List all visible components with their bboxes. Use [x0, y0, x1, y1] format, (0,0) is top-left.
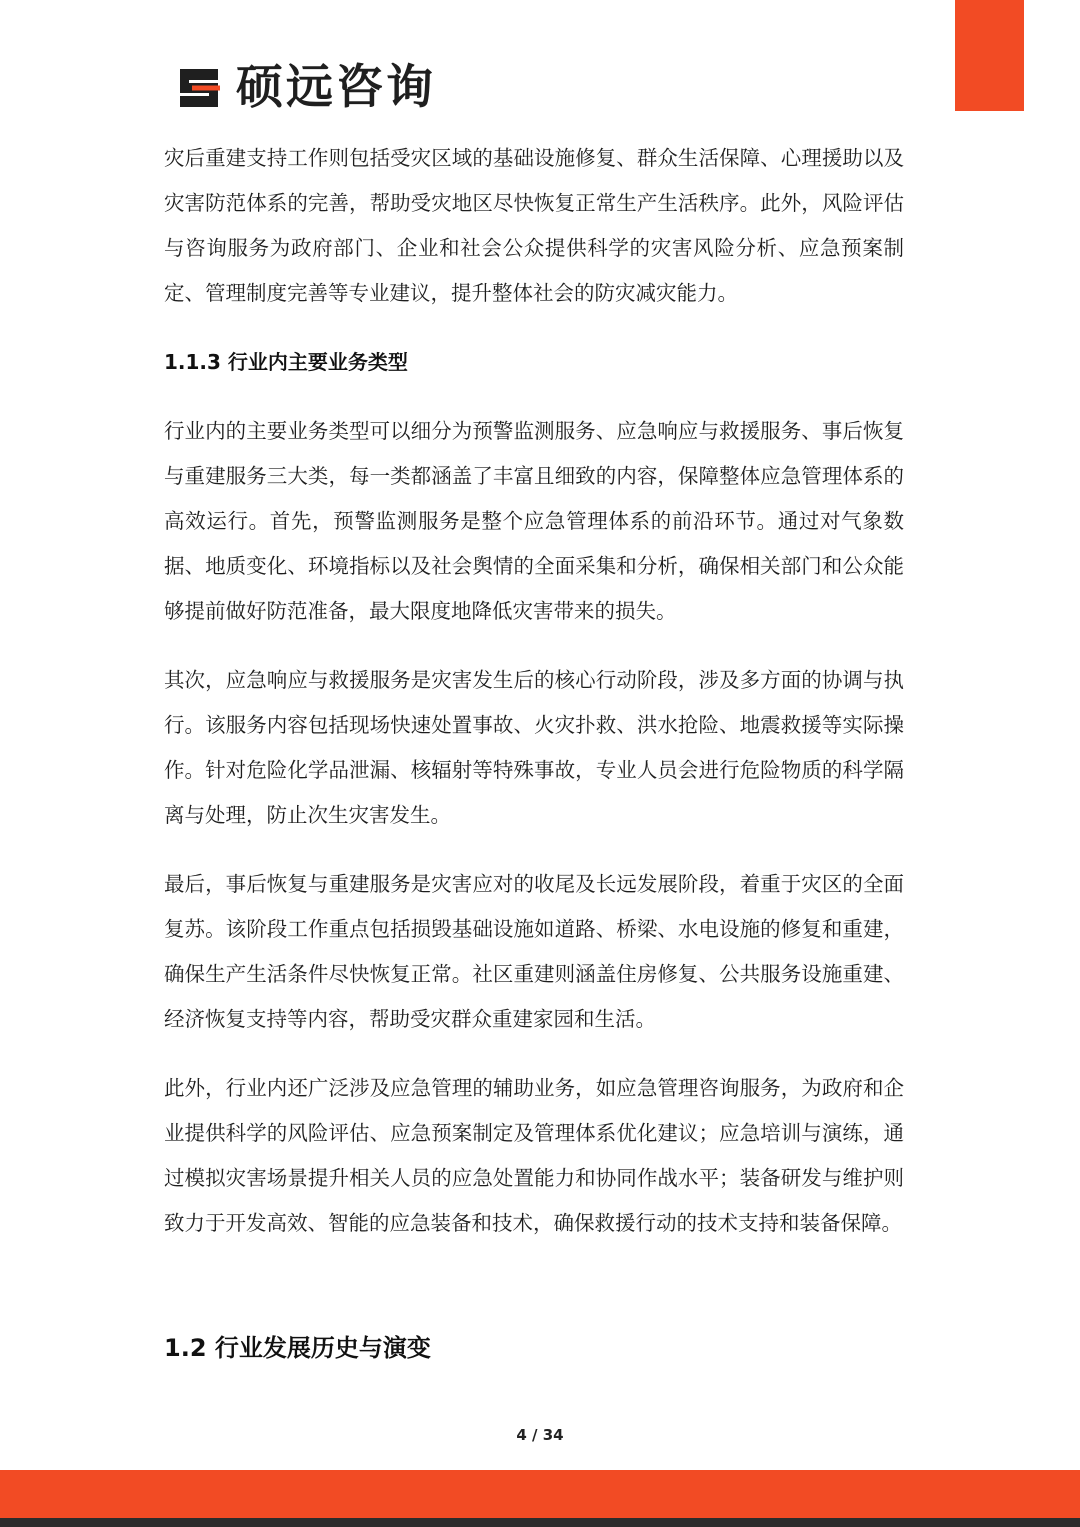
- body-paragraph: 此外，行业内还广泛涉及应急管理的辅助业务，如应急管理咨询服务，为政府和企业提供科学的风险评估、应急预案制定及管理体系优化建议；应急培训与演练，通过模拟灾害场景提升相关人员的应急处置能力和协同作战水平；装备研发与维护则致力于开发高效、智能的应急装备和技术，确保救援行动的技术支持和装备保障。: [164, 1076, 904, 1235]
- footer-accent-bar: [0, 1470, 1080, 1518]
- brand-s-logo-icon: [176, 65, 222, 111]
- intro-paragraph: 灾后重建支持工作则包括受灾区域的基础设施修复、群众生活保障、心理援助以及灾害防范体系的完善，帮助受灾地区尽快恢复正常生产生活秩序。此外，风险评估与咨询服务为政府部门、企业和社会公众提供科学的灾害风险分析、应急预案制定、管理制度完善等专业建议，提升整体社会的防灾减灾能力。: [164, 146, 904, 305]
- page-number: 4 / 34: [516, 1426, 564, 1444]
- brand-name: 硕远咨询: [236, 60, 436, 115]
- section-title: 1.2 行业发展历史与演变: [164, 1334, 431, 1362]
- body-paragraph: 行业内的主要业务类型可以细分为预警监测服务、应急响应与救援服务、事后恢复与重建服务三大类，每一类都涵盖了丰富且细致的内容，保障整体应急管理体系的高效运行。首先，预警监测服务是整个应急管理体系的前沿环节。通过对气象数据、地质变化、环境指标以及社会舆情的全面采集和分析，确保相关部门和公众能够提前做好防范准备，最大限度地降低灾害带来的损失。: [164, 419, 904, 623]
- body-paragraph: 最后，事后恢复与重建服务是灾害应对的收尾及长远发展阶段，着重于灾区的全面复苏。该阶段工作重点包括损毁基础设施如道路、桥梁、水电设施的修复和重建，确保生产生活条件尽快恢复正常。社区重建则涵盖住房修复、公共服务设施重建、经济恢复支持等内容，帮助受灾群众重建家园和生活。: [164, 872, 904, 1031]
- body-paragraph: 其次，应急响应与救援服务是灾害发生后的核心行动阶段，涉及多方面的协调与执行。该服务内容包括现场快速处置事故、火灾扑救、洪水抢险、地震救援等实际操作。针对危险化学品泄漏、核辐射等特殊事故，专业人员会进行危险物质的科学隔离与处理，防止次生灾害发生。: [164, 668, 904, 827]
- footer-dark-line: [0, 1518, 1080, 1527]
- brand-logo: [176, 60, 436, 116]
- corner-accent-block: [955, 0, 1024, 111]
- page-content: [164, 136, 904, 1246]
- subsection-heading: 1.1.3 行业内主要业务类型: [164, 350, 408, 374]
